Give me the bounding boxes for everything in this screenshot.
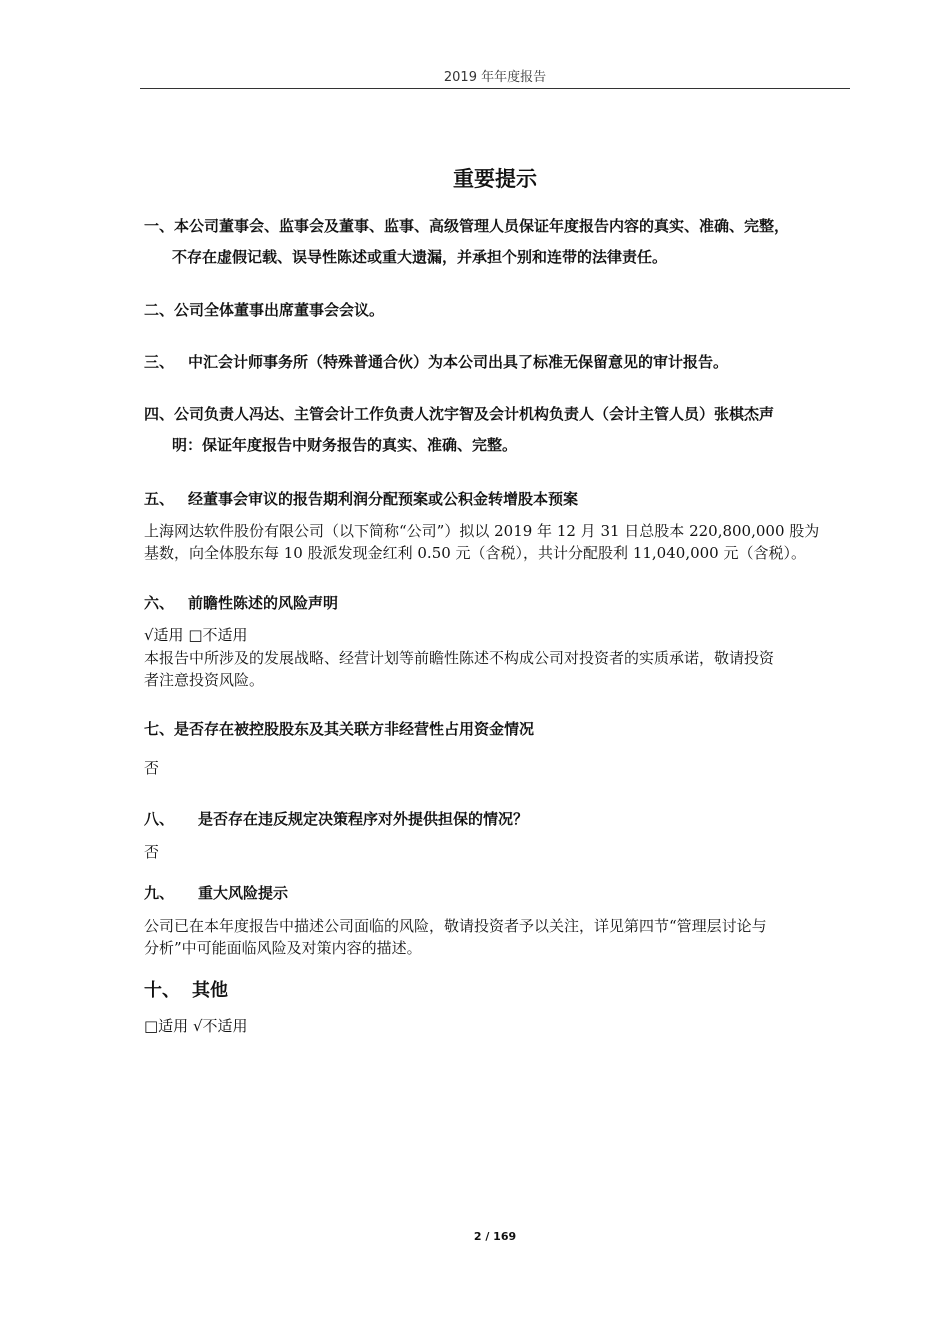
item-8 bbox=[144, 804, 528, 835]
item-6 bbox=[144, 588, 338, 619]
item-9 bbox=[144, 878, 288, 909]
item-1-line1: 本公司董事会、监事会及董事、监事、高级管理人员保证年度报告内容的真实、准确、完整， bbox=[174, 217, 790, 235]
item-3-number: 三、 bbox=[144, 353, 175, 371]
item-1 bbox=[144, 211, 789, 273]
item-5-body-line1: 上海网达软件股份有限公司（以下简称“公司”）拟以 2019 年 12 月 31 日总股本 220,800,000 股为 bbox=[144, 522, 820, 540]
item-4-number: 四、 bbox=[144, 405, 175, 423]
item-2-text: 公司全体董事出席董事会会议。 bbox=[174, 301, 385, 319]
page-header: 2019 年年度报告 bbox=[443, 70, 547, 85]
item-6-body-line1: 本报告中所涉及的发展战略、经营计划等前瞻性陈述不构成公司对投资者的实质承诺，敬请投资 bbox=[144, 649, 775, 667]
item-9-body-line2: 分析”中可能面临风险及对策内容的描述。 bbox=[144, 939, 422, 957]
item-4 bbox=[144, 399, 774, 461]
page-number: 2 / 169 bbox=[473, 1230, 517, 1243]
page-title: 重要提示 bbox=[453, 167, 537, 191]
item-2 bbox=[144, 295, 384, 326]
item-5-heading: 经董事会审议的报告期利润分配预案或公积金转增股本预案 bbox=[188, 490, 579, 508]
item-10-number: 十、 bbox=[144, 980, 180, 1001]
item-7-heading: 是否存在被控股股东及其关联方非经营性占用资金情况 bbox=[174, 720, 535, 738]
item-10-applicability: □适用 √不适用 bbox=[144, 1017, 248, 1035]
item-5-number: 五、 bbox=[144, 490, 175, 508]
item-9-body-line1: 公司已在本年度报告中描述公司面临的风险，敬请投资者予以关注，详见第四节“管理层讨论与 bbox=[144, 917, 767, 935]
item-5-body-line2: 基数，向全体股东每 10 股派发现金红利 0.50 元（含税），共计分配股利 11,040,000 元（含税）。 bbox=[144, 544, 806, 562]
item-6-heading: 前瞻性陈述的风险声明 bbox=[188, 594, 339, 612]
item-8-answer: 否 bbox=[144, 843, 160, 861]
item-7 bbox=[144, 714, 534, 745]
item-3-text: 中汇会计师事务所（特殊普通合伙）为本公司出具了标准无保留意见的审计报告。 bbox=[188, 353, 729, 371]
item-2-number: 二、 bbox=[144, 301, 175, 319]
item-1-number: 一、 bbox=[144, 217, 175, 235]
item-7-answer: 否 bbox=[144, 759, 160, 777]
item-9-number: 九、 bbox=[144, 884, 175, 902]
item-3 bbox=[144, 347, 728, 378]
item-7-number: 七、 bbox=[144, 720, 175, 738]
item-5 bbox=[144, 484, 578, 515]
item-4-line1: 公司负责人冯达、主管会计工作负责人沈宇智及会计机构负责人（会计主管人员）张棋杰声 bbox=[174, 405, 775, 423]
item-10-heading: 其他 bbox=[192, 980, 228, 1001]
item-6-applicability: √适用 □不适用 bbox=[144, 626, 248, 644]
item-1-line2: 不存在虚假记载、误导性陈述或重大遗漏，并承担个别和连带的法律责任。 bbox=[172, 248, 668, 266]
item-9-heading: 重大风险提示 bbox=[198, 884, 289, 902]
item-6-body-line2: 者注意投资风险。 bbox=[144, 671, 265, 689]
item-6-number: 六、 bbox=[144, 594, 175, 612]
item-10 bbox=[144, 975, 228, 1006]
item-8-number: 八、 bbox=[144, 810, 175, 828]
header-rule bbox=[140, 88, 850, 89]
item-8-heading: 是否存在违反规定决策程序对外提供担保的情况？ bbox=[198, 810, 529, 828]
item-4-line2: 明：保证年度报告中财务报告的真实、准确、完整。 bbox=[172, 436, 518, 454]
